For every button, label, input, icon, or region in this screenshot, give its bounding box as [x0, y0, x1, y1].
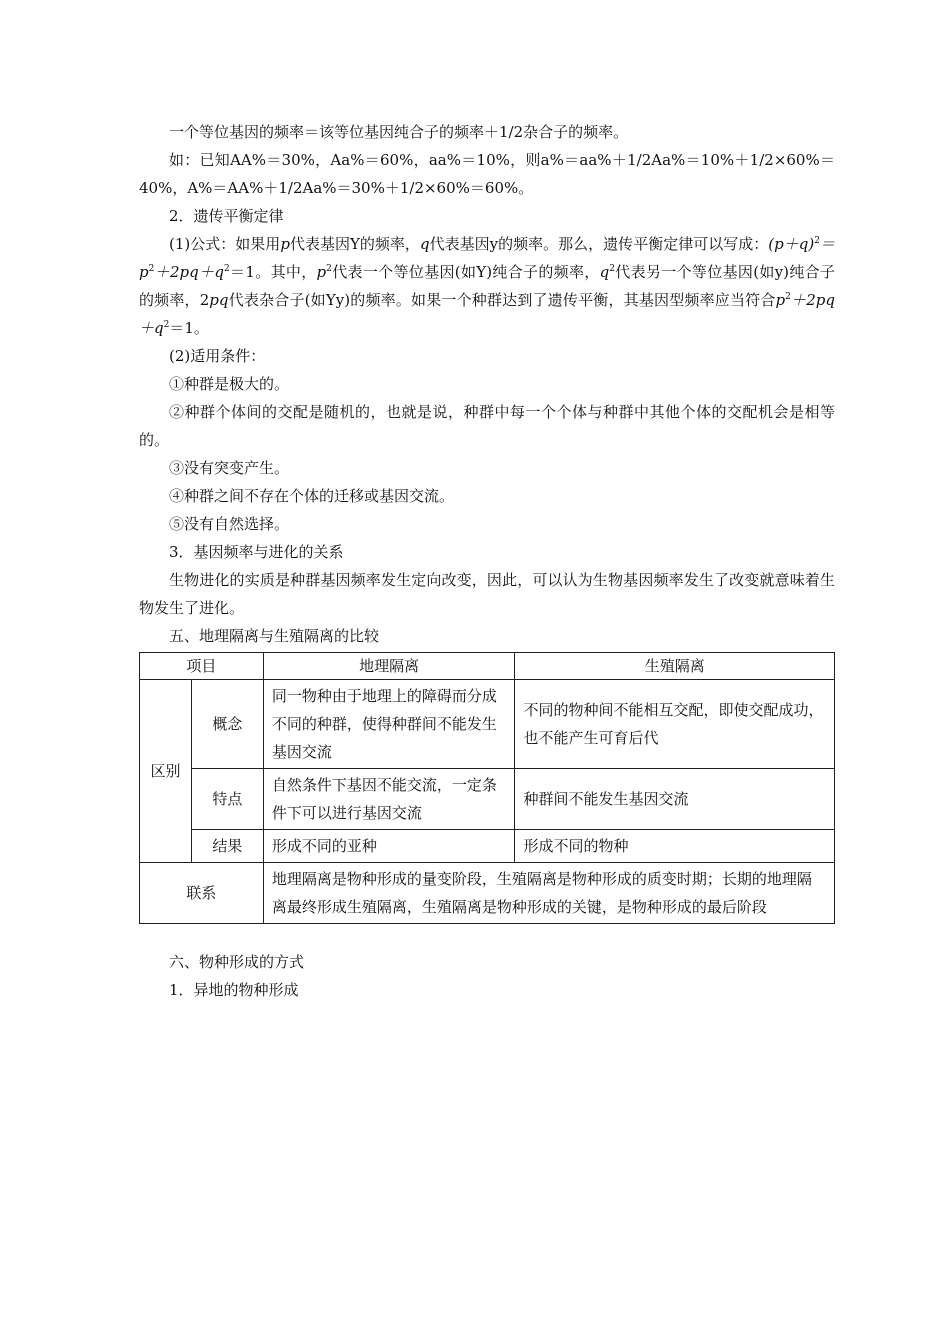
allele-frequency-example: 如：已知AA%＝30%，Aa%＝60%，aa%＝10%，则a%＝aa%＋1/2Aa%＝10%＋1/2×60%＝40%，A%＝AA%＋1/2Aa%＝30%＋1/2×60%＝60%。: [139, 151, 835, 197]
table-header-repro: 生殖隔离: [515, 653, 835, 680]
cell-geo: 同一物种由于地理上的障碍而分成不同的种群，使得种群间不能发生基因交流: [263, 680, 515, 769]
allele-frequency-rule: 一个等位基因的频率＝该等位基因纯合子的频率＋1/2杂合子的频率。: [169, 123, 629, 141]
section-heading-6: 六、物种形成的方式: [169, 953, 305, 971]
section-heading-5: 五、地理隔离与生殖隔离的比较: [169, 627, 380, 645]
cell-geo: 自然条件下基因不能交流，一定条件下可以进行基因交流: [263, 769, 515, 830]
link-label: 联系: [140, 863, 264, 924]
table-header-geo: 地理隔离: [263, 653, 515, 680]
link-text: 地理隔离是物种形成的量变阶段，生殖隔离是物种形成的质变时期；长期的地理隔离最终形成生殖隔离，生殖隔离是物种形成的关键，是物种形成的最后阶段: [263, 863, 834, 924]
table-header-row: [140, 653, 835, 680]
section-heading-2: 2．遗传平衡定律: [169, 207, 284, 225]
evolution-paragraph: 生物进化的实质是种群基因频率发生定向改变，因此，可以认为生物基因频率发生了改变就意味着生物发生了进化。: [139, 571, 835, 617]
condition-2: ②种群个体间的交配是随机的，也就是说，种群中每一个个体与种群中其他个体的交配机会是相等的。: [139, 403, 835, 449]
condition-1: ①种群是极大的。: [169, 375, 290, 393]
table-row: [140, 680, 835, 769]
cell-repro: 形成不同的物种: [515, 830, 835, 863]
document-page: [139, 118, 835, 1004]
row-label: 概念: [191, 680, 263, 769]
group-label-difference: 区别: [140, 680, 192, 863]
table-row: [140, 830, 835, 863]
table-row-link: [140, 863, 835, 924]
section-heading-3: 3．基因频率与进化的关系: [169, 543, 344, 561]
cell-geo: 形成不同的亚种: [263, 830, 515, 863]
condition-3: ③没有突变产生。: [169, 459, 290, 477]
condition-5: ⑤没有自然选择。: [169, 515, 290, 533]
condition-4: ④种群之间不存在个体的迁移或基因交流。: [169, 487, 455, 505]
conditions-heading: (2)适用条件：: [169, 347, 266, 365]
isolation-comparison-table: [139, 652, 835, 924]
row-label: 特点: [191, 769, 263, 830]
table-row: [140, 769, 835, 830]
row-label: 结果: [191, 830, 263, 863]
cell-repro: 种群间不能发生基因交流: [515, 769, 835, 830]
formula-paragraph: (1)公式：如果用p代表基因Y的频率，q代表基因y的频率。那么，遗传平衡定律可以写成：$(p+q)^2=p^2+2pq+q^2=1$。其中，$p^2$代表一个等位基因(如Y)纯合子的频率，$q^2$代表另一个等位基因(如y)纯合子的频率，2pq代表杂合子(如Yy)的频率。如果一个种群达到了遗传平衡，其基因型频率应当符合$p^2+2pq+q^2=1$。: [139, 235, 836, 337]
section-heading-7: 1．异地的物种形成: [169, 981, 299, 999]
cell-repro: 不同的物种间不能相互交配，即使交配成功，也不能产生可育后代: [515, 680, 835, 769]
table-header-item: 项目: [140, 653, 264, 680]
